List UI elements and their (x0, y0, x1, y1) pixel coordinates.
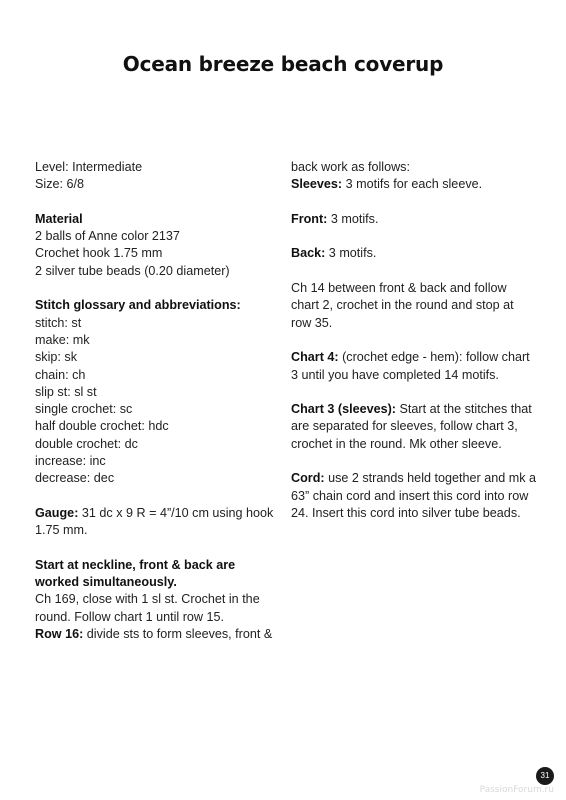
glossary-item: make: mk (35, 332, 90, 347)
chart3-paragraph (291, 401, 536, 453)
chart4-text: (crochet edge - hem): follow chart 3 until you have completed 14 motifs. (291, 350, 530, 382)
glossary-item: chain: ch (35, 367, 86, 382)
chart3-text: Start at the stitches that are separated for sleeves, follow chart 3, crochet in the round. Mk other sleeve. (291, 402, 532, 451)
back-paragraph (291, 245, 536, 262)
chart3-label: Chart 3 (sleeves): (291, 402, 396, 417)
material-item: 2 balls of Anne color 2137 (35, 229, 180, 244)
row16-text: divide sts to form sleeves, front & (83, 627, 273, 642)
start-heading: Start at neckline, front & back are worked simultaneously. (35, 557, 236, 590)
glossary-heading: Stitch glossary and abbreviations: (35, 298, 241, 313)
material-heading: Material (35, 211, 83, 226)
ch14-paragraph: Ch 14 between front & back and follow chart 2, crochet in the round and stop at row 35. (291, 281, 514, 330)
glossary-item: double crochet: dc (35, 436, 138, 451)
page-number: 31 (536, 767, 554, 785)
glossary-item: single crochet: sc (35, 402, 133, 417)
glossary-item: skip: sk (35, 350, 77, 365)
sleeves-paragraph (291, 176, 536, 193)
left-column (35, 159, 280, 643)
gauge-text: 31 dc x 9 R = 4”/10 cm using hook 1.75 mm. (35, 505, 274, 538)
back-label: Back: (291, 246, 326, 261)
start-text: Ch 169, close with 1 sl st. Crochet in the round. Follow chart 1 until row 15. (35, 592, 260, 624)
page-title: Ocean breeze beach coverup (122, 52, 444, 76)
right-column (291, 159, 536, 522)
sleeves-text: 3 motifs for each sleeve. (342, 177, 483, 192)
chart4-label: Chart 4: (291, 350, 339, 365)
front-label: Front: (291, 211, 328, 226)
gauge-paragraph (35, 505, 280, 540)
material-item: 2 silver tube beads (0.20 diameter) (35, 263, 230, 278)
back-text: 3 motifs. (325, 246, 377, 261)
front-text: 3 motifs. (327, 211, 379, 226)
glossary-item: increase: inc (35, 454, 106, 469)
glossary-item: slip st: sl st (35, 384, 97, 399)
cord-label: Cord: (291, 471, 325, 486)
material-item: Crochet hook 1.75 mm (35, 246, 163, 261)
watermark: PassionForum.ru (479, 785, 554, 795)
cord-paragraph (291, 470, 536, 522)
glossary-item: decrease: dec (35, 471, 115, 486)
gauge-label: Gauge: (35, 505, 79, 520)
row16-paragraph (35, 626, 280, 643)
glossary-item: half double crochet: hdc (35, 419, 169, 434)
size-line: Size: 6/8 (35, 177, 85, 192)
level-line: Level: Intermediate (35, 160, 143, 174)
continuation-line: back work as follows: (291, 160, 410, 174)
chart4-paragraph (291, 349, 536, 384)
cord-text: use 2 strands held together and mk a 63” chain cord and insert this cord into row 24. Insert this cord into silver tube beads. (291, 471, 537, 520)
front-paragraph (291, 211, 536, 228)
glossary-item: stitch: st (35, 315, 82, 330)
sleeves-label: Sleeves: (291, 177, 343, 192)
row16-label: Row 16: (35, 627, 84, 642)
